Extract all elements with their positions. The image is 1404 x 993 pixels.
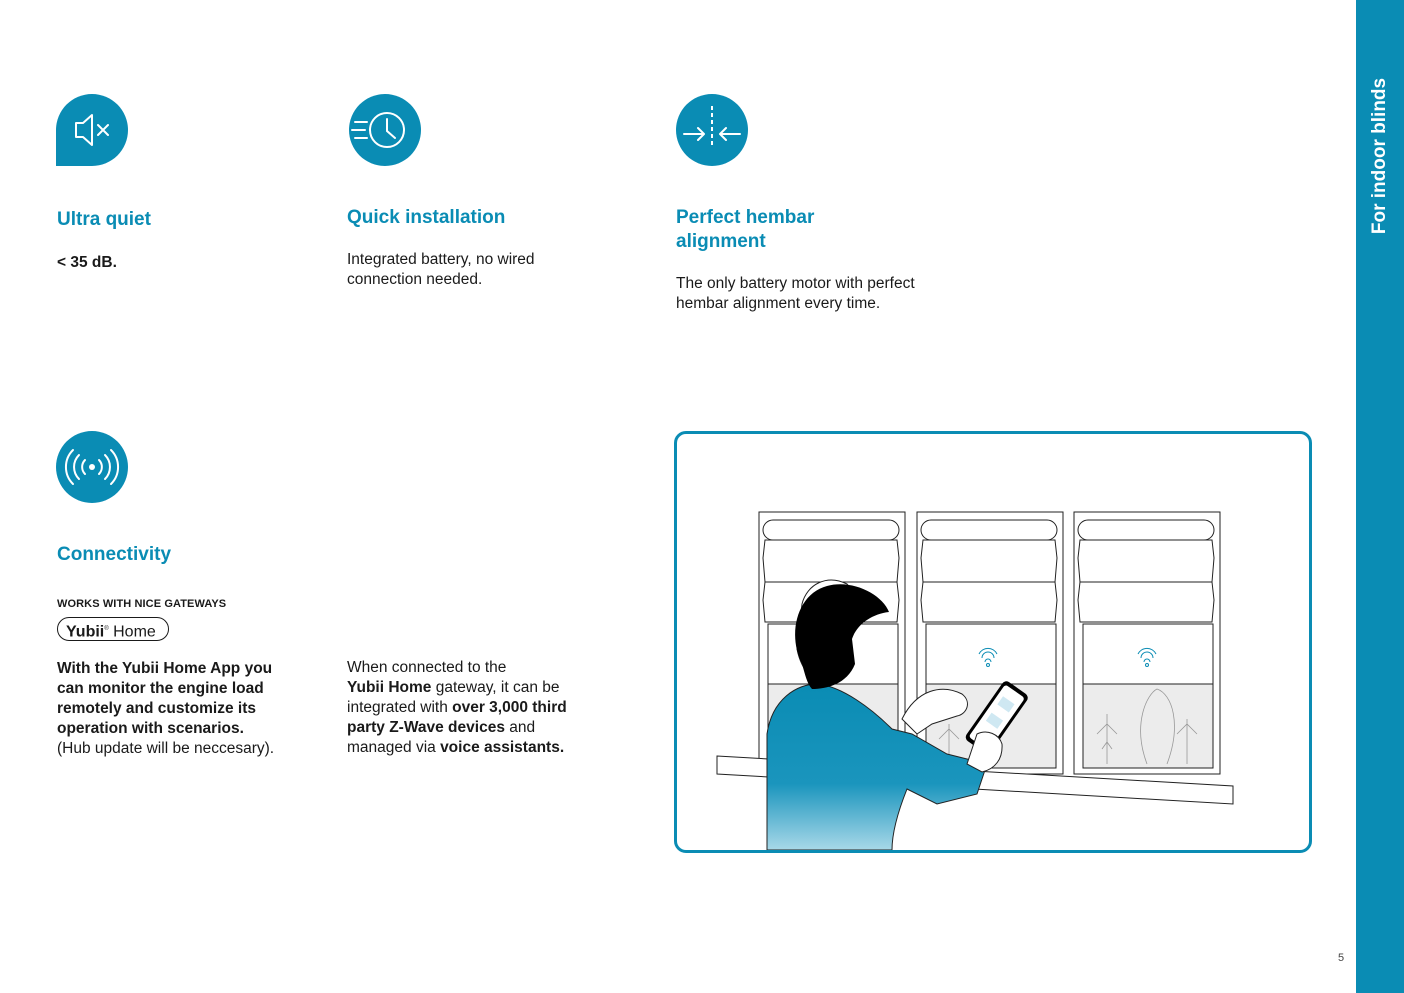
text-line: (Hub update will be neccesary). [57, 740, 275, 757]
feature-text-line: Integrated battery, no wired [347, 251, 535, 268]
feature-text-line: connection needed. [347, 271, 483, 288]
text-line [347, 698, 567, 718]
feature-text-install [347, 250, 535, 290]
gateway-label: WORKS WITH NICE GATEWAYS [57, 598, 227, 610]
connectivity-app-text [57, 659, 274, 759]
page-number: 5 [1338, 952, 1345, 964]
feature-text-line: The only battery motor with perfect [676, 275, 915, 292]
text-line: With the Yubii Home App you [57, 660, 273, 677]
text-line: operation with scenarios. [57, 720, 244, 737]
clock-speed-icon [349, 94, 421, 166]
connectivity-gateway-text [347, 658, 567, 758]
alignment-arrows-icon [676, 94, 748, 166]
feature-text-hembar [676, 274, 915, 314]
text-line: When connected to the [347, 659, 507, 676]
plain-span: gateway, it can be [431, 679, 560, 696]
yubii-home-logo [57, 617, 169, 641]
plain-span: and [504, 719, 536, 736]
feature-title-hembar [676, 206, 814, 254]
text-line [347, 678, 567, 698]
side-tab-label: For indoor blinds [1369, 77, 1390, 235]
logo-bold-text: Yubii [66, 623, 105, 641]
text-line [347, 738, 567, 758]
window-blinds-illustration [677, 434, 1309, 850]
bold-span: over 3,000 third [452, 699, 567, 716]
wireless-signal-icon [56, 431, 128, 503]
feature-title-line: alignment [676, 231, 766, 252]
feature-title-connectivity: Connectivity [57, 544, 172, 565]
feature-title-line: Perfect hembar [676, 207, 815, 228]
bold-span: voice assistants. [440, 739, 565, 756]
text-line [347, 718, 567, 738]
logo-light-text: Home [113, 623, 156, 641]
plain-span: integrated with [347, 699, 453, 716]
bold-span: Yubii Home [347, 679, 432, 696]
speaker-mute-icon [56, 94, 128, 166]
text-line: can monitor the engine load [57, 680, 264, 697]
feature-title-install: Quick installation [347, 207, 506, 228]
feature-title-quiet: Ultra quiet [57, 209, 151, 230]
feature-text-line: hembar alignment every time. [676, 295, 881, 312]
bold-span: party Z-Wave devices [347, 719, 505, 736]
feature-text-quiet: < 35 dB. [57, 254, 117, 271]
logo-registered-mark: ® [104, 626, 109, 632]
text-line: remotely and customize its [57, 700, 256, 717]
illustration-frame [674, 431, 1312, 853]
plain-span: managed via [347, 739, 441, 756]
